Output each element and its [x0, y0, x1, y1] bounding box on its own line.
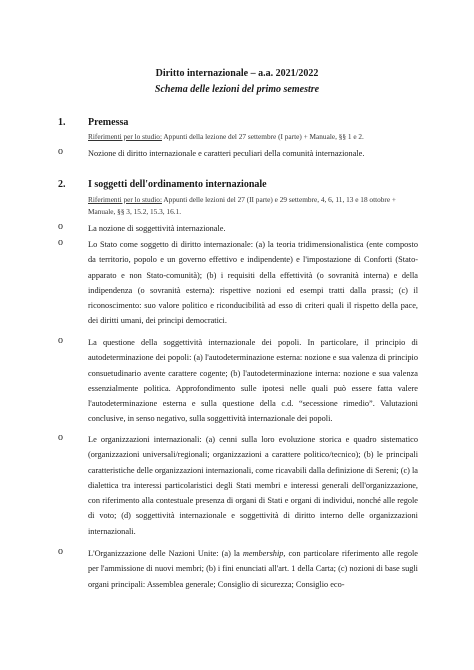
section-number: 1. — [58, 117, 66, 128]
bullet-text: Le organizzazioni internazionali: (a) cenni sulla loro evoluzione storica e quadro sistematico (organizzazioni universali/regionali; organizzazioni a carattere politico/tecnico); (b) le principali caratteristiche delle organizzazioni internazionali, come ricavabili dalla definizione di Sereni; (c) la dialettica tra interessi particolaristici degli Stati membri e interessi generali dell'organizzazione, con riferimento alla contestuale presenza di organi di Stati e organi di individui, nonché alle regole di voto; (d) soggettività internazionale e soggettività di diritto interno delle organizzazioni internazionali. — [88, 435, 418, 536]
bullet-text: Nozione di diritto internazionale e caratteri peculiari della comunità internazionale. — [88, 149, 365, 158]
bullet-text: La nozione di soggettività internazionale. — [88, 224, 226, 233]
document-title: Diritto internazionale – a.a. 2021/2022 — [155, 68, 319, 79]
section-title: Premessa — [88, 117, 129, 128]
bullet-marker: o — [58, 237, 63, 248]
bullet-marker: o — [58, 335, 63, 346]
study-references-text: Appunti della lezione del 27 settembre (I parte) + Manuale, §§ 1 e 2. — [161, 132, 364, 141]
bullet-text: Lo Stato come soggetto di diritto internazionale: (a) la teoria tridimensionalistica (ente composto da territorio, popolo e un governo effettivo e indipendente) e l'impostazione di Conforti (Stato-apparato e non Stato-comunità); (b) i requisiti della effettività (o sovranità interna) e della indipendenza (o sovranità esterna): rispettive nozioni ed esempi tratti dalla prassi; (c) il riconoscimento: suo valore politico e riconducibilità ad esso di criteri quali il rispetto della pace, dei diritti umani, dei principi democratici. — [88, 240, 418, 326]
study-references-label: Riferimenti per lo studio: — [88, 195, 162, 204]
section-number: 2. — [58, 179, 66, 190]
bullet-marker: o — [58, 146, 63, 157]
section-title: I soggetti dell'ordinamento internazionale — [88, 179, 267, 190]
study-references-label: Riferimenti per lo studio: — [88, 132, 162, 141]
study-references-text: Appunti delle lezioni del 27 (II parte) e 29 settembre, 4, 6, 11, 13 e 18 ottobre + Manuale, §§ 3, 15.2, 15.3, 16.1. — [88, 195, 397, 216]
bullet-marker: o — [58, 221, 63, 232]
study-references — [88, 131, 418, 143]
document-subtitle: Schema delle lezioni del primo semestre — [154, 84, 320, 95]
bullet-marker: o — [58, 432, 63, 443]
bullet-marker: o — [58, 546, 63, 557]
bullet-text: L'Organizzazione delle Nazioni Unite: (a) la membership, con particolare riferimento alle regole per l'ammissione di nuovi membri; (b) i fini enunciati all'art. 1 della Carta; (c) nozioni di base sugli organi principali: Assemblea generale; Consiglio di sicurezza; Consiglio eco- — [88, 549, 418, 589]
bullet-text: La questione della soggettività internazionale dei popoli. In particolare, il principio di autodeterminazione dei popoli: (a) l'autodeterminazione esterna: nozione e sua valenza di principio consuetudinario avente carattere cogente; (b) l'autodeterminazione interna: nozione e sua valenza essenzialmente politica. Approfondimento sulle ipotesi nelle quali può essere fatta valere l'autodeterminazione esterna e sulla questione della c.d. “secessione rimedio”. Valutazioni conclusive, in senso negativo, sulla soggettività internazionale dei popoli. — [88, 338, 418, 424]
study-references — [88, 194, 418, 217]
